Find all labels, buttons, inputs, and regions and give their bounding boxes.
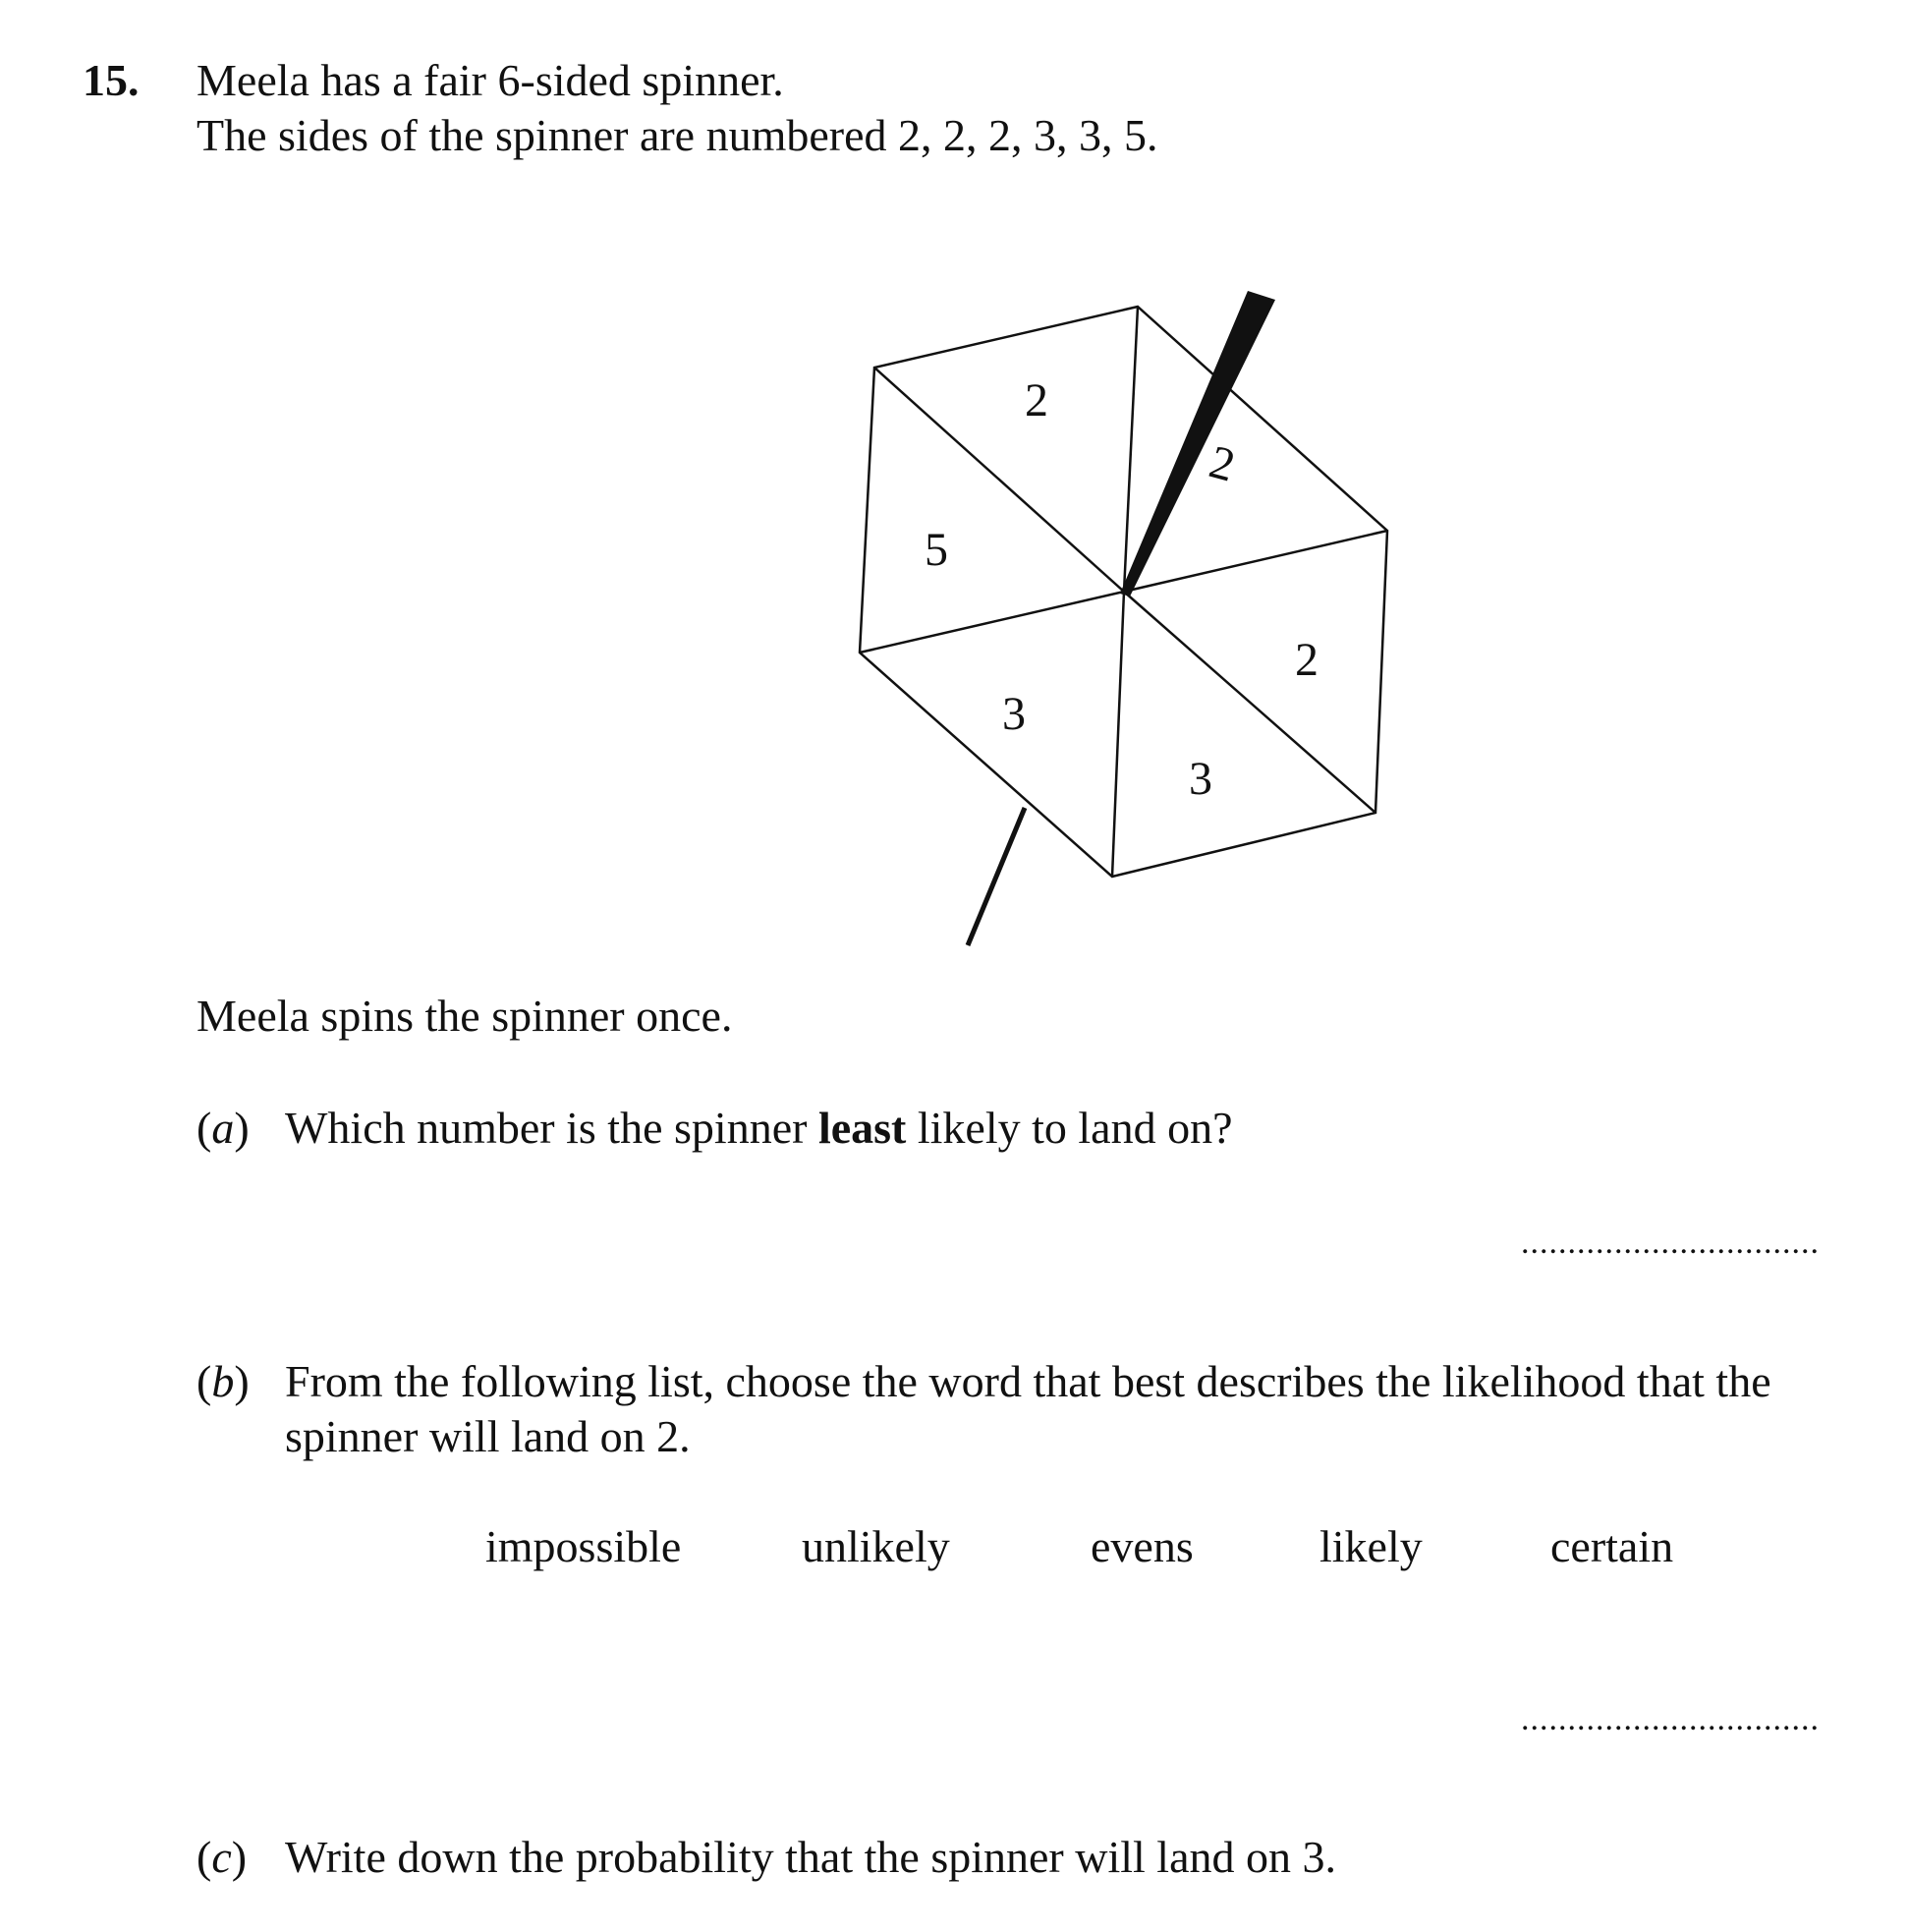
question-intro-line-2: The sides of the spinner are numbered 2, 2, 2, 3, 3, 5.: [196, 110, 1158, 160]
spinner-pointer: [1120, 291, 1275, 597]
option-impossible: impossible: [485, 1521, 682, 1571]
part-b-line-1: From the following list, choose the word that best describes the likelihood that the: [285, 1356, 1771, 1406]
part-a-label: (a): [196, 1103, 250, 1153]
spinner-spoke: [874, 368, 1124, 592]
part-a-answer-line[interactable]: ................................: [1521, 1224, 1820, 1261]
part-a-question: [285, 1101, 1233, 1156]
part-a-text-bold: least: [817, 1103, 907, 1153]
option-evens: evens: [1091, 1521, 1194, 1571]
part-b-label: (b): [196, 1356, 250, 1406]
spinner-spoke: [1124, 307, 1138, 592]
spinner-spoke: [1124, 531, 1387, 592]
part-a-text-after: likely to land on?: [906, 1103, 1233, 1153]
part-a-text-before: Which number is the spinner: [285, 1103, 818, 1153]
option-unlikely: unlikely: [802, 1521, 950, 1571]
question-number: 15.: [83, 55, 140, 105]
spinner-spoke: [1124, 592, 1375, 813]
sector-label: 3: [1189, 753, 1212, 805]
sector-label: 2: [1204, 435, 1241, 492]
spinner-axle: [968, 808, 1025, 945]
sector-label: 3: [1002, 688, 1026, 740]
sector-label: 2: [1025, 374, 1048, 426]
part-c-label: (c): [196, 1832, 248, 1882]
option-certain: certain: [1550, 1521, 1674, 1571]
part-b-answer-line[interactable]: ................................: [1521, 1701, 1820, 1737]
after-figure-text: Meela spins the spinner once.: [196, 991, 733, 1041]
part-b-line-2: spinner will land on 2.: [285, 1411, 691, 1461]
part-c-question: Write down the probability that the spinner will land on 3.: [285, 1832, 1336, 1882]
spinner-spoke: [1112, 592, 1124, 877]
option-likely: likely: [1319, 1521, 1423, 1571]
question-intro-line-1: Meela has a fair 6-sided spinner.: [196, 55, 784, 105]
sector-label: 5: [925, 524, 948, 576]
spinner-spoke: [860, 592, 1124, 653]
sector-label: 2: [1295, 634, 1319, 686]
spinner-figure: [0, 0, 1908, 963]
